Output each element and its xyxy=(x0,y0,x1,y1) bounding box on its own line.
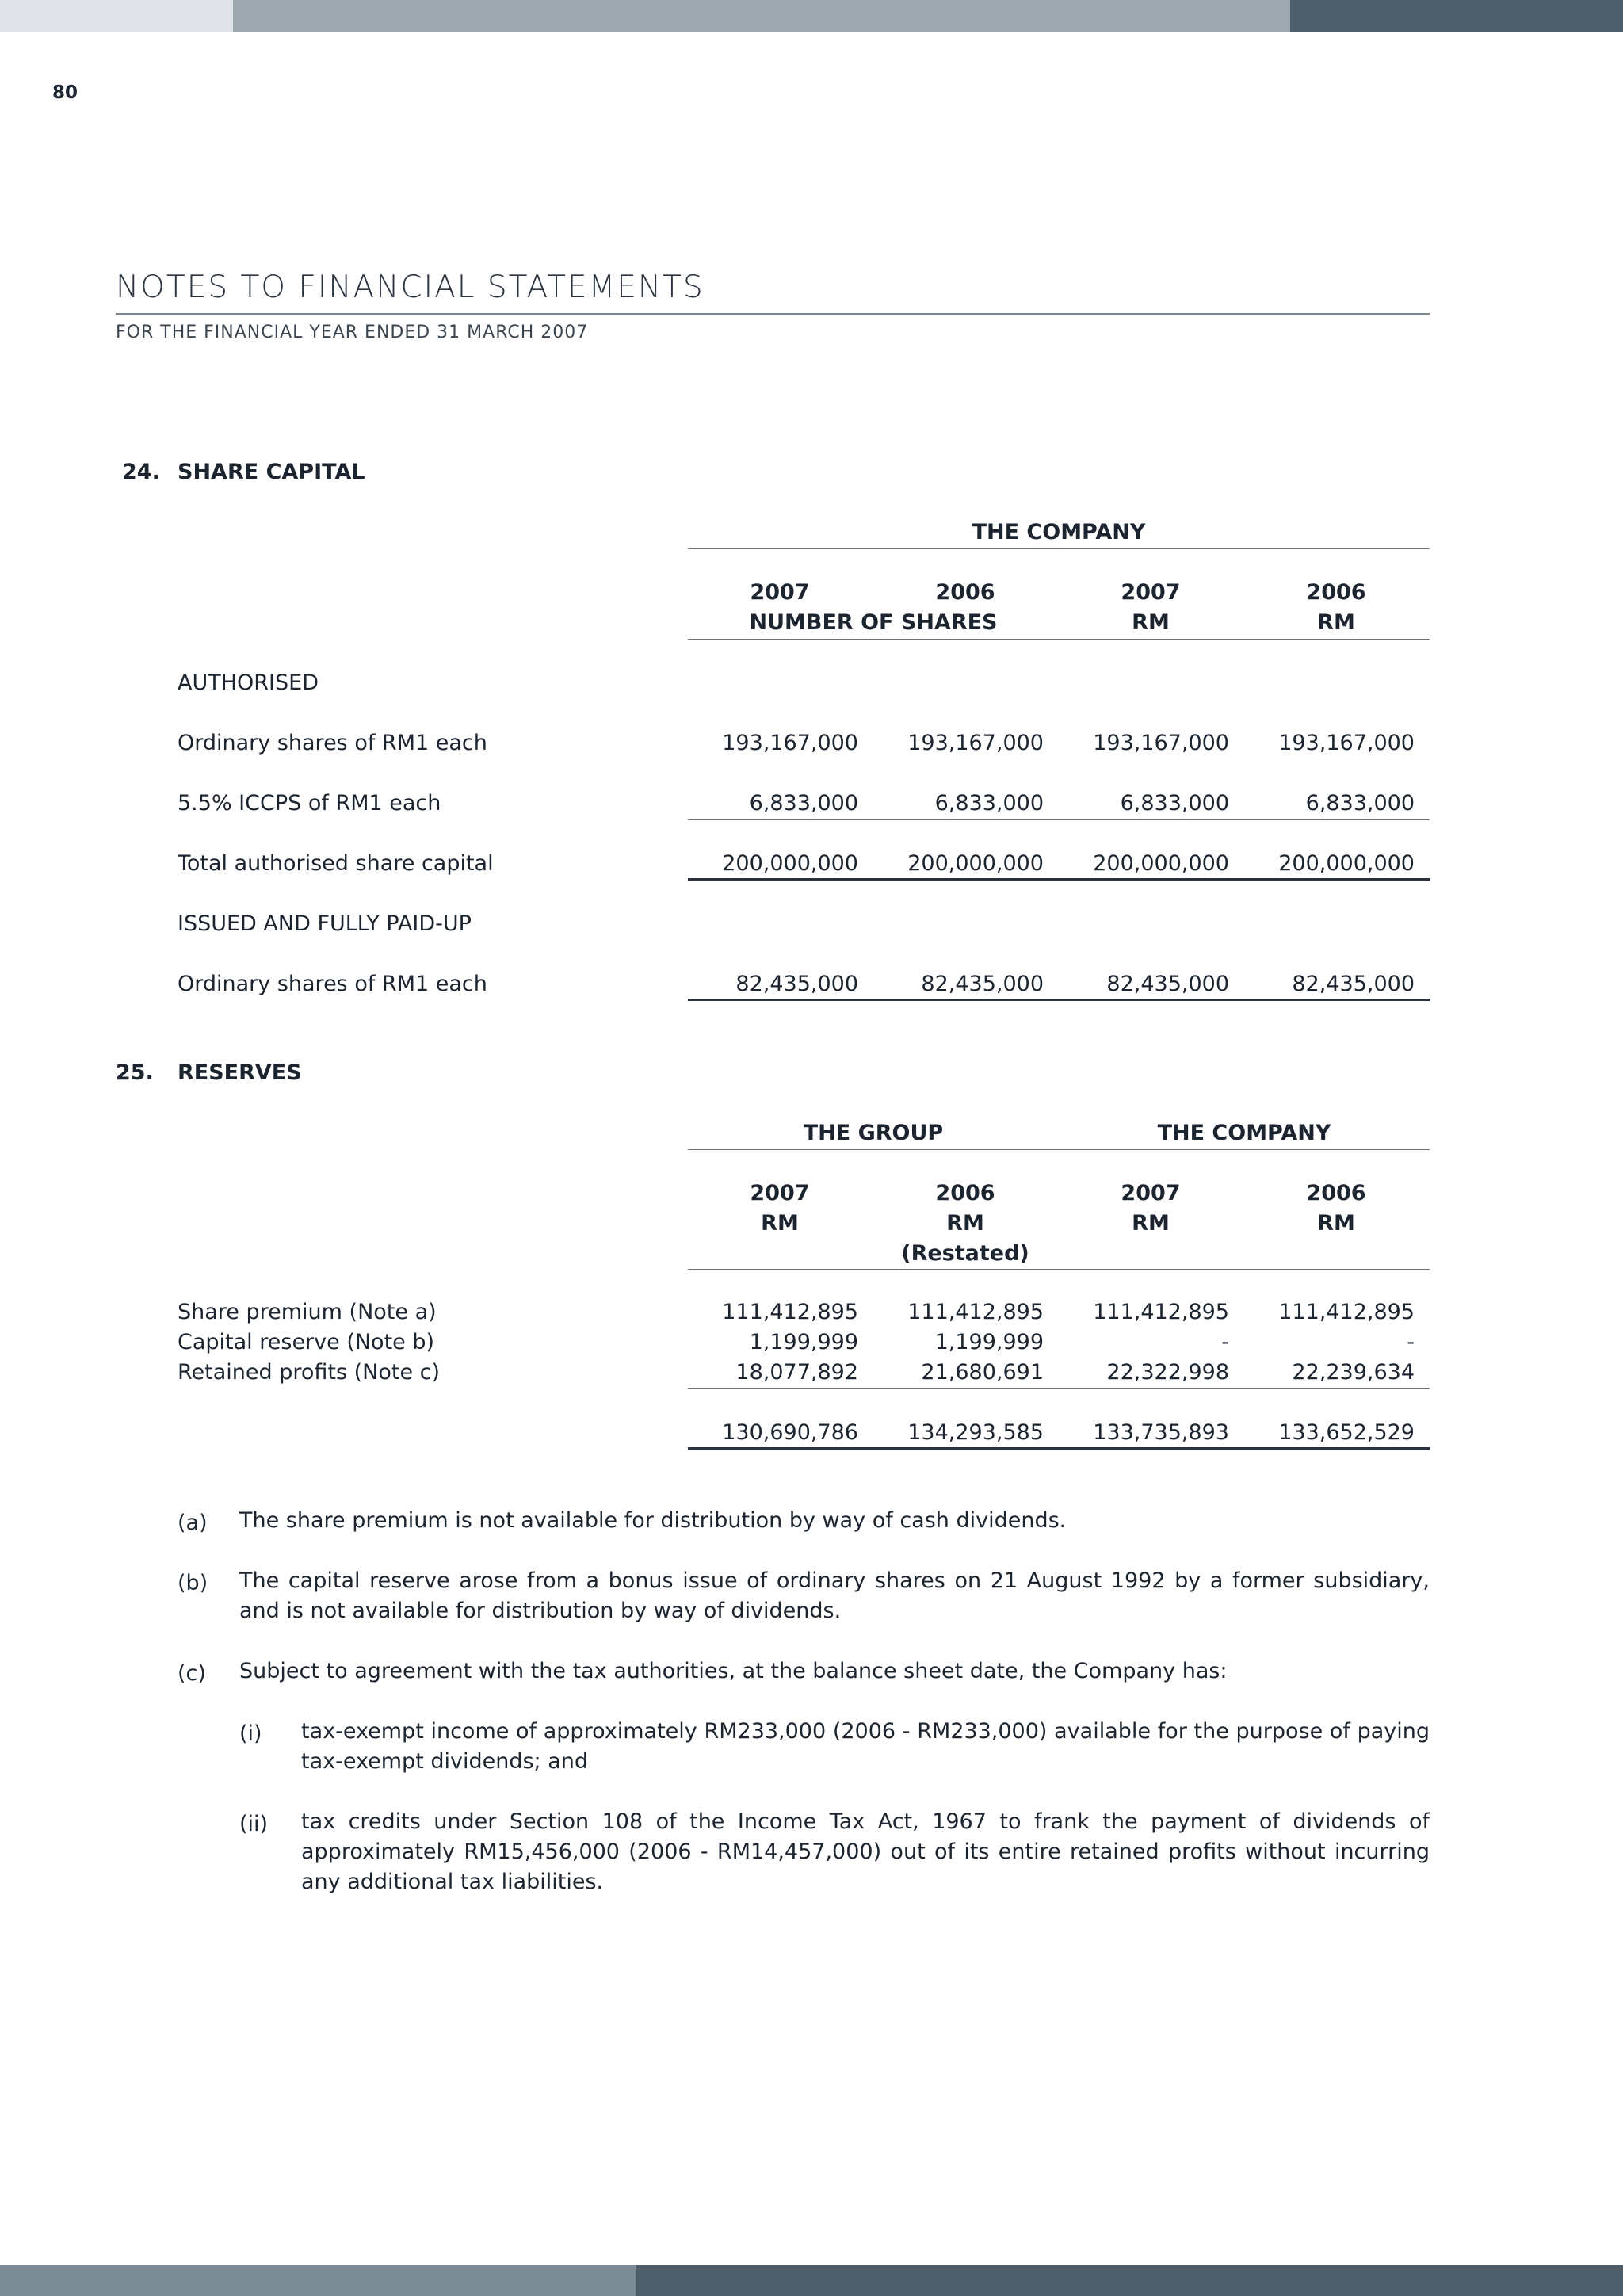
year-header: 2006 xyxy=(1306,580,1366,605)
total-value: 133,652,529 xyxy=(1278,1420,1415,1445)
company-header: THE COMPANY xyxy=(1157,1121,1331,1145)
year-header: 2007 xyxy=(750,580,810,605)
page-subtitle: FOR THE FINANCIAL YEAR ENDED 31 MARCH 2007 xyxy=(116,323,589,342)
row-label: Ordinary shares of RM1 each xyxy=(178,972,487,996)
year-header: 2007 xyxy=(1121,1181,1181,1205)
section-title: SHARE CAPITAL xyxy=(178,460,365,484)
cell-value: 1,199,999 xyxy=(749,1330,858,1354)
top-band-dark xyxy=(1290,0,1623,32)
total-rule xyxy=(688,999,1430,1001)
total-value: 130,690,786 xyxy=(722,1420,858,1445)
cell-value: 6,833,000 xyxy=(749,791,858,816)
entity-header: THE COMPANY xyxy=(972,520,1146,544)
subtotal-rule xyxy=(688,819,1430,820)
note-text: tax-exempt income of approximately RM233,000 (2006 - RM233,000) available for the purpose of paying tax-exempt dividends; and xyxy=(301,1719,1430,1774)
total-rule xyxy=(688,1447,1430,1450)
top-band-mid xyxy=(233,0,1290,32)
note-marker: (b) xyxy=(178,1571,208,1595)
cell-value: 200,000,000 xyxy=(1278,851,1415,876)
row-label: Capital reserve (Note b) xyxy=(178,1330,435,1354)
cell-value: 6,833,000 xyxy=(1120,791,1229,816)
cell-value: 6,833,000 xyxy=(1305,791,1415,816)
section-title: RESERVES xyxy=(178,1060,302,1085)
unit-header: RM xyxy=(1132,1211,1170,1236)
note-text: The share premium is not available for distribution by way of cash dividends. xyxy=(239,1508,1067,1533)
section-number: 25. xyxy=(116,1060,154,1085)
restated-label: (Restated) xyxy=(901,1241,1029,1266)
total-value: 134,293,585 xyxy=(907,1420,1044,1445)
year-header: 2006 xyxy=(1306,1181,1366,1205)
bottom-band-light xyxy=(0,2265,636,2296)
row-label: Ordinary shares of RM1 each xyxy=(178,731,487,755)
cell-value: - xyxy=(1221,1330,1229,1354)
year-header: 2006 xyxy=(935,580,995,605)
total-rule xyxy=(688,878,1430,881)
header-rule xyxy=(688,548,1430,549)
cell-value: 82,435,000 xyxy=(921,972,1044,996)
cell-value: 111,412,895 xyxy=(1278,1300,1415,1324)
cell-value: 111,412,895 xyxy=(1093,1300,1229,1324)
group-header: THE GROUP xyxy=(803,1121,944,1145)
note-marker: (a) xyxy=(178,1511,208,1535)
title-divider xyxy=(116,313,1430,315)
unit-header: RM xyxy=(761,1211,799,1236)
subtotal-rule xyxy=(688,1388,1430,1389)
unit-header: RM xyxy=(1132,610,1170,635)
cell-value: 22,239,634 xyxy=(1292,1360,1415,1385)
cell-value: 200,000,000 xyxy=(907,851,1044,876)
cell-value: 200,000,000 xyxy=(1093,851,1229,876)
cell-value: 193,167,000 xyxy=(907,731,1044,755)
cell-value: 193,167,000 xyxy=(1093,731,1229,755)
year-header: 2006 xyxy=(935,1181,995,1205)
cell-value: 21,680,691 xyxy=(921,1360,1044,1385)
row-label: 5.5% ICCPS of RM1 each xyxy=(178,791,441,816)
top-band-light xyxy=(0,0,233,32)
total-value: 133,735,893 xyxy=(1093,1420,1229,1445)
cell-value: 111,412,895 xyxy=(907,1300,1044,1324)
cell-value: 82,435,000 xyxy=(1106,972,1229,996)
note-marker: (i) xyxy=(239,1721,262,1746)
row-label: Total authorised share capital xyxy=(178,851,494,876)
row-label: Retained profits (Note c) xyxy=(178,1360,441,1385)
cell-value: 200,000,000 xyxy=(722,851,858,876)
cell-value: - xyxy=(1407,1330,1415,1354)
section-number: 24. xyxy=(122,460,160,484)
cell-value: 18,077,892 xyxy=(735,1360,858,1385)
header-rule xyxy=(688,639,1430,640)
note-text: tax credits under Section 108 of the Income Tax Act, 1967 to frank the payment of dividends of approximately RM15,456,000 (2006 - RM14,457,000) out of its entire retained profits without incurring any additional tax liabilities. xyxy=(301,1809,1430,1894)
subheading-issued: ISSUED AND FULLY PAID-UP xyxy=(178,911,472,936)
year-header: 2007 xyxy=(1121,580,1181,605)
page-number: 80 xyxy=(52,82,78,103)
year-header: 2007 xyxy=(750,1181,810,1205)
header-rule xyxy=(688,1149,1430,1150)
row-label: Share premium (Note a) xyxy=(178,1300,437,1324)
cell-value: 1,199,999 xyxy=(934,1330,1044,1354)
cell-value: 193,167,000 xyxy=(1278,731,1415,755)
unit-header: RM xyxy=(1317,610,1355,635)
cell-value: 82,435,000 xyxy=(735,972,858,996)
unit-header: RM xyxy=(946,1211,984,1236)
bottom-band-dark xyxy=(636,2265,1623,2296)
note-text: Subject to agreement with the tax authorities, at the balance sheet date, the Company has: xyxy=(239,1659,1228,1683)
cell-value: 82,435,000 xyxy=(1292,972,1415,996)
cell-value: 111,412,895 xyxy=(722,1300,858,1324)
cell-value: 22,322,998 xyxy=(1106,1360,1229,1385)
note-marker: (c) xyxy=(178,1661,206,1686)
note-marker: (ii) xyxy=(239,1812,269,1836)
cell-value: 193,167,000 xyxy=(722,731,858,755)
header-rule xyxy=(688,1269,1430,1270)
unit-header: NUMBER OF SHARES xyxy=(749,610,998,635)
page-title: NOTES TO FINANCIAL STATEMENTS xyxy=(116,269,705,305)
subheading-authorised: AUTHORISED xyxy=(178,670,319,695)
cell-value: 6,833,000 xyxy=(934,791,1044,816)
unit-header: RM xyxy=(1317,1211,1355,1236)
note-text: The capital reserve arose from a bonus issue of ordinary shares on 21 August 1992 by a former subsidiary, and is not available for distribution by way of dividends. xyxy=(239,1568,1430,1623)
